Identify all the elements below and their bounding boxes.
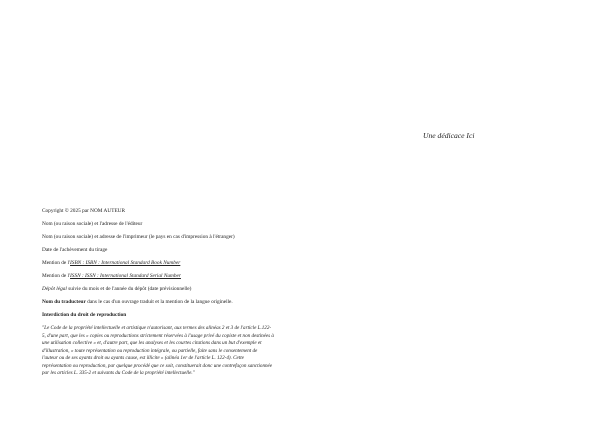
isbn-line <box>42 260 274 268</box>
translator-term: Nom du traducteur <box>42 299 86 305</box>
copyright-page <box>42 208 274 383</box>
printer-line: Nom (ou raison sociale) et adresse de l'imprimeur (le pays en cas d'impression à l'étranger) <box>42 234 235 240</box>
translator-line <box>42 299 274 307</box>
reproduction-heading: Interdiction du droit de reproduction <box>42 312 127 318</box>
legal-deposit-rest: suivie du mois et de l'année du dépôt (date prévisionnelle) <box>66 286 192 292</box>
issn-label: ISSN : ISSN : International Standard Serial Number <box>70 273 181 279</box>
publisher-line: Nom (ou raison sociale) et l'adresse de l'éditeur <box>42 221 143 227</box>
issn-prefix: Mention de l' <box>42 273 71 279</box>
isbn-prefix: Mention de l' <box>42 260 71 266</box>
legal-deposit-line <box>42 286 274 294</box>
print-date-line: Date de l'achèvement du tirage <box>42 247 108 253</box>
isbn-label: ISBN : ISBN : International Standard Book Number <box>70 260 181 266</box>
issn-line <box>42 273 274 281</box>
reproduction-quote: "Le Code de la propriété intellectuelle et artistique n'autorisant, aux termes des alinéas 2 et 3 de l'article L.122-5, d'une part, que les « copies ou reproductions strictement réservées à l'usage privé du copiste et non destinées à une utilisation collective » et, d'autre part, que les analyses et les courtes citations dans un but d'exemple et d'illustration, « toute représentation ou reproduction intégrale, ou partielle, faite sans le consentement de l'auteur ou de ses ayants droit ou ayants cause, est illicite » (alinéa 1er de l'article L. 122-4). Cette représentation ou reproduction, par quelque procédé que ce soit, constituerait donc une contrefaçon sanctionnée par les articles L. 335-2 et suivants du Code de la propriété intellectuelle." <box>42 325 274 376</box>
copyright-line: Copyright © 2025 par NOM AUTEUR <box>42 208 126 214</box>
legal-deposit-term: Dépôt légal <box>42 286 67 292</box>
dedication-text: Une dédicace Ici <box>423 131 475 140</box>
translator-rest: dans le cas d'un ouvrage traduit et la mention de la langue originelle. <box>85 299 233 305</box>
